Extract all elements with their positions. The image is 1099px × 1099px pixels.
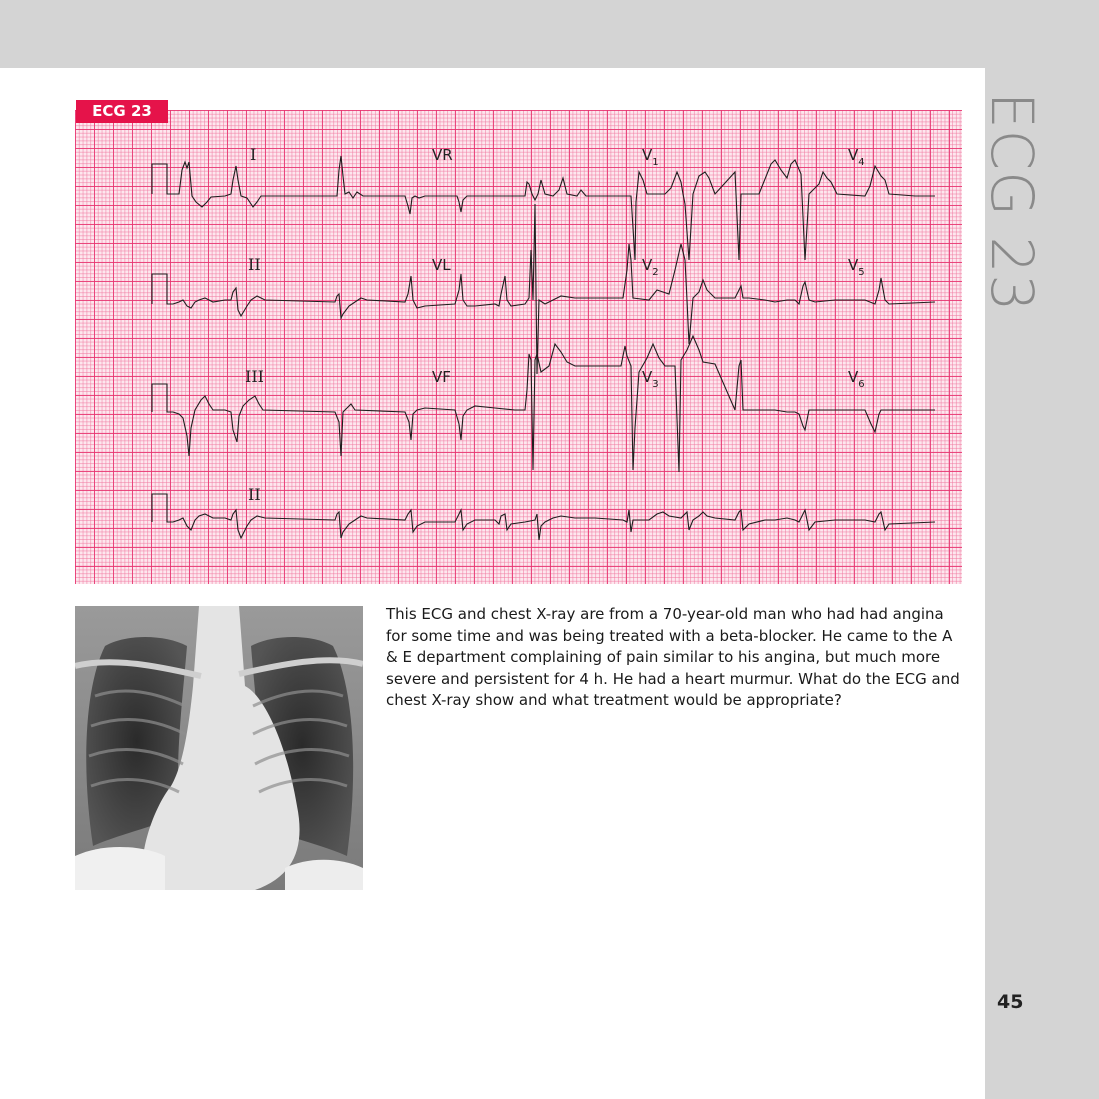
ecg-strip xyxy=(75,110,962,584)
lead-label-v1: $V_1$ xyxy=(642,146,659,168)
lead-label-ii: II xyxy=(248,255,261,274)
ecg-trace-row-3 xyxy=(152,336,935,472)
lead-label-vr: VR xyxy=(432,146,453,164)
ecg-trace-rhythm xyxy=(152,494,935,540)
chest-xray-drawing xyxy=(75,606,363,890)
top-band xyxy=(0,0,1099,68)
chest-xray-image xyxy=(75,606,363,890)
case-caption: This ECG and chest X-ray are from a 70-year-old man who had had angina for some time and was being treated with a beta-blocker. He came to the A & E department complaining of pain similar to his angina, but much more severe and persistent for 4 h. He had a heart murmur. What do the ECG and chest X-ray show and what treatment would be appropriate? xyxy=(386,605,960,709)
lead-label-rhythm: II xyxy=(248,485,261,504)
lead-label-v5: $V_5$ xyxy=(848,256,865,278)
lead-label-vf: VF xyxy=(432,368,451,386)
lead-label-vl: VL xyxy=(432,256,451,274)
lead-label-v6: $V_6$ xyxy=(848,368,865,390)
page-number: 45 xyxy=(997,991,1024,1013)
ecg-badge: ECG 23 xyxy=(76,100,168,123)
lead-label-v4: $V_4$ xyxy=(848,146,865,168)
side-title: ECG 23 xyxy=(978,92,1046,313)
ecg-traces xyxy=(75,110,962,584)
lead-label-v3: $V_3$ xyxy=(642,368,659,390)
ecg-trace-row-2 xyxy=(152,204,935,374)
lead-label-i: I xyxy=(250,145,257,164)
ecg-trace-row-1 xyxy=(152,156,935,260)
lead-label-iii: III xyxy=(245,367,264,386)
lead-label-v2: $V_2$ xyxy=(642,256,659,278)
